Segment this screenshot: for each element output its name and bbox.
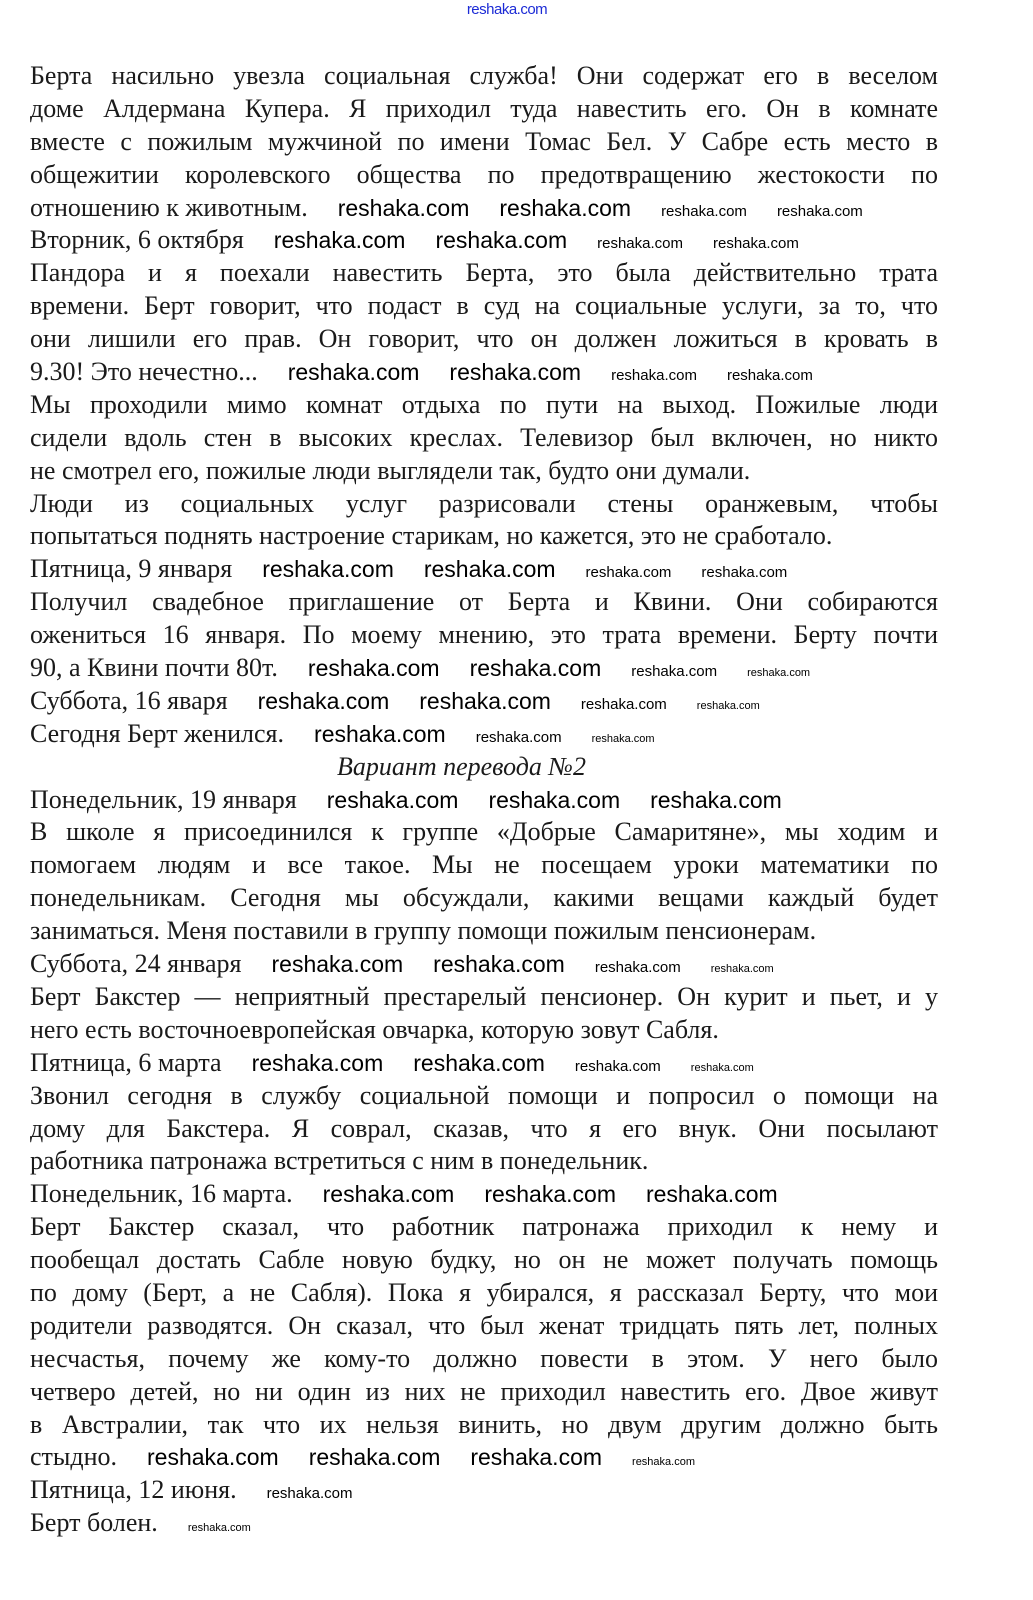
text-line-content: несчастья, почему же кому-то должно повести в этом. У него было: [30, 1343, 938, 1373]
text-line: [30, 520, 938, 553]
watermark: reshaka.com: [326, 786, 459, 813]
text-line: [30, 652, 938, 685]
text-line-content: Берт Бакстер — неприятный престарелый пенсионер. Он курит и пьет, и у: [30, 981, 938, 1011]
text-line: [30, 915, 938, 948]
text-line-content: Получил свадебное приглашение от Берта и Квини. Они собираются: [30, 587, 938, 617]
text-line: [30, 356, 938, 389]
text-line-content: Понедельник, 19 января: [30, 784, 297, 814]
text-line: [30, 981, 938, 1014]
text-line: [30, 224, 938, 257]
watermark: reshaka.com: [631, 663, 718, 681]
text-line-content: сидели вдоль стен в высоких креслах. Телевизор был включен, но никто: [30, 422, 938, 452]
text-line: [30, 257, 938, 290]
watermark: reshaka.com: [435, 227, 568, 254]
watermark: reshaka.com: [423, 556, 556, 583]
text-line: [30, 126, 938, 159]
text-line-content: общежитии королевского общества по предотвращению жестокости по: [30, 159, 938, 189]
watermark: reshaka.com: [307, 655, 440, 682]
text-line-content: дому для Бакстера. Я соврал, сказав, что я его внук. Они посылают: [30, 1113, 938, 1143]
text-line: [30, 422, 938, 455]
watermark: reshaka.com: [413, 1049, 545, 1076]
watermark: reshaka.com: [251, 1049, 384, 1076]
watermark: reshaka.com: [470, 1444, 603, 1471]
text-line: [30, 1014, 938, 1047]
watermark: reshaka.com: [632, 1456, 696, 1469]
watermark: reshaka.com: [726, 367, 813, 385]
watermark: reshaka.com: [287, 359, 420, 386]
text-line: [30, 1474, 938, 1507]
text-line-content: Пятница, 12 июня.: [30, 1475, 237, 1505]
watermark: reshaka.com: [594, 959, 681, 977]
watermark: reshaka.com: [696, 699, 760, 712]
watermark: reshaka.com: [308, 1444, 441, 1471]
watermark: reshaka.com: [690, 1061, 754, 1074]
text-line: [30, 1178, 938, 1211]
text-line: [30, 816, 938, 849]
watermark: reshaka.com: [645, 1181, 778, 1208]
text-line-content: понедельникам. Сегодня мы обсуждали, какими вещами каждый будет: [30, 883, 938, 913]
text-line-content: Сегодня Берт женился.: [30, 718, 285, 748]
text-line-content: Пандора и я поехали навестить Берта, это была действительно трата: [30, 258, 938, 288]
text-line: [30, 1343, 938, 1376]
text-line-content: четверо детей, но ни один из них не приходил навестить его. Двое живут: [30, 1376, 938, 1406]
text-line: [30, 488, 938, 521]
text-line-content: они лишили его прав. Он говорит, что он должен ложиться в кровать в: [30, 324, 938, 354]
text-line-content: Суббота, 24 января: [30, 949, 242, 979]
text-line-content: Мы проходили мимо комнат отдыха по пути на выход. Пожилые люди: [30, 389, 938, 419]
watermark: reshaka.com: [611, 367, 697, 385]
watermark: reshaka.com: [262, 556, 394, 583]
watermark: reshaka.com: [701, 564, 788, 582]
text-line-content: вместе с пожилым мужчиной по имени Томас Бел. У Сабре есть место в: [30, 126, 938, 156]
watermark: reshaka.com: [271, 951, 404, 978]
watermark: reshaka.com: [488, 786, 621, 813]
text-line: [30, 784, 938, 817]
text-line: [30, 1047, 938, 1080]
section-heading-line: [30, 751, 938, 784]
watermark: reshaka.com: [433, 951, 565, 978]
watermark: reshaka.com: [713, 235, 799, 253]
watermark: reshaka.com: [469, 655, 602, 682]
text-line: [30, 1310, 938, 1343]
text-line-content: пообещал достать Сабле новую будку, но он не может получать помощь: [30, 1245, 938, 1275]
watermark: reshaka.com: [314, 720, 446, 747]
site-watermark-header: reshaka.com: [466, 1, 548, 18]
text-line-content: Звонил сегодня в службу социальной помощи и попросил о помощи на: [30, 1080, 938, 1110]
watermark: reshaka.com: [776, 202, 863, 220]
text-line-content: родители разводятся. Он сказал, что был женат тридцать пять лет, полных: [30, 1310, 938, 1340]
text-line-content: помогаем людям и все такое. Мы не посещаем уроки математики по: [30, 850, 938, 880]
text-line-content: времени. Берт говорит, что подаст в суд на социальные услуги, за то, что: [30, 291, 938, 321]
text-line: [30, 60, 938, 93]
text-line-content: Берта насильно увезла социальная служба! Они содержат его в веселом: [30, 61, 938, 90]
watermark: reshaka.com: [266, 1485, 353, 1503]
text-line-content: Берт болен.: [30, 1508, 158, 1538]
text-line: [30, 1080, 938, 1113]
watermark: reshaka.com: [661, 202, 747, 220]
watermark: reshaka.com: [710, 963, 774, 976]
text-line: [30, 718, 938, 751]
section-heading: Вариант перевода №2: [337, 751, 586, 781]
text-line: [30, 1441, 938, 1474]
text-line: [30, 290, 938, 323]
text-line-content: Берт Бакстер сказал, что работник патронажа приходил к нему и: [30, 1212, 938, 1242]
text-line-content: 90, а Квини почти 80т.: [30, 653, 278, 683]
text-line-content: Пятница, 9 января: [30, 554, 233, 584]
text-line-content: в Австралии, так что их нельзя винить, но двум другим должно быть: [30, 1409, 938, 1439]
text-line: [30, 455, 938, 488]
watermark: reshaka.com: [597, 235, 683, 253]
text-line: [30, 159, 938, 192]
text-line-content: Суббота, 16 яваря: [30, 685, 228, 715]
text-line: [30, 685, 938, 718]
text-line: [30, 192, 938, 225]
watermark: reshaka.com: [337, 194, 470, 221]
watermark: reshaka.com: [499, 194, 632, 221]
text-line-content: Пятница, 6 марта: [30, 1047, 222, 1077]
watermark: reshaka.com: [591, 732, 655, 745]
watermark: reshaka.com: [747, 667, 811, 680]
text-line: [30, 1277, 938, 1310]
watermark: reshaka.com: [475, 728, 562, 746]
watermark: reshaka.com: [650, 786, 782, 813]
text-line-content: 9.30! Это нечестно...: [30, 357, 258, 387]
text-line: [30, 1376, 938, 1409]
watermark: reshaka.com: [574, 1057, 661, 1075]
text-line-content: ожениться 16 января. По моему мнению, это трата времени. Берту почти: [30, 620, 938, 650]
text-line: [30, 1244, 938, 1277]
text-line-content: В школе я присоединился к группе «Добрые Самаритяне», мы ходим и: [30, 817, 938, 847]
text-line-content: попытаться поднять настроение старикам, но кажется, это не сработало.: [30, 521, 833, 551]
text-line-content: по дому (Берт, а не Сабля). Пока я убирался, я рассказал Берту, что мои: [30, 1277, 938, 1307]
text-line-content: стыдно.: [30, 1442, 118, 1472]
text-line-content: Люди из социальных услуг разрисовали стены оранжевым, чтобы: [30, 488, 938, 518]
watermark: reshaka.com: [257, 687, 390, 714]
text-line: [30, 553, 938, 586]
text-line: [30, 619, 938, 652]
text-line: [30, 389, 938, 422]
watermark: reshaka.com: [187, 1522, 251, 1535]
watermark: reshaka.com: [419, 687, 551, 714]
watermark: reshaka.com: [585, 564, 672, 582]
text-line-content: Вторник, 6 октября: [30, 225, 244, 255]
text-line-content: не смотрел его, пожилые люди выглядели так, будто они думали.: [30, 455, 751, 485]
text-line: [30, 93, 938, 126]
text-line: [30, 1409, 938, 1442]
text-line-content: Понедельник, 16 марта.: [30, 1179, 293, 1209]
text-line-content: него есть восточноевропейская овчарка, которую зовут Сабля.: [30, 1014, 719, 1044]
text-line: [30, 1211, 938, 1244]
text-line-content: работника патронажа встретиться с ним в понедельник.: [30, 1146, 649, 1176]
text-line: [30, 586, 938, 619]
text-line: [30, 882, 938, 915]
text-line: [30, 323, 938, 356]
text-line: [30, 849, 938, 882]
text-line: [30, 1113, 938, 1146]
watermark: reshaka.com: [273, 227, 406, 254]
document-body: [30, 60, 938, 1540]
text-line-content: доме Алдермана Купера. Я приходил туда навестить его. Он в комнате: [30, 93, 938, 123]
text-line: [30, 1145, 938, 1178]
watermark: reshaka.com: [322, 1181, 455, 1208]
watermark: reshaka.com: [580, 695, 667, 713]
watermark: reshaka.com: [484, 1181, 616, 1208]
text-line-content: заниматься. Меня поставили в группу помощи пожилым пенсионерам.: [30, 916, 817, 946]
watermark: reshaka.com: [147, 1444, 279, 1471]
text-line: [30, 1507, 938, 1540]
text-line: [30, 948, 938, 981]
watermark: reshaka.com: [449, 359, 582, 386]
text-line-content: отношению к животным.: [30, 192, 308, 222]
